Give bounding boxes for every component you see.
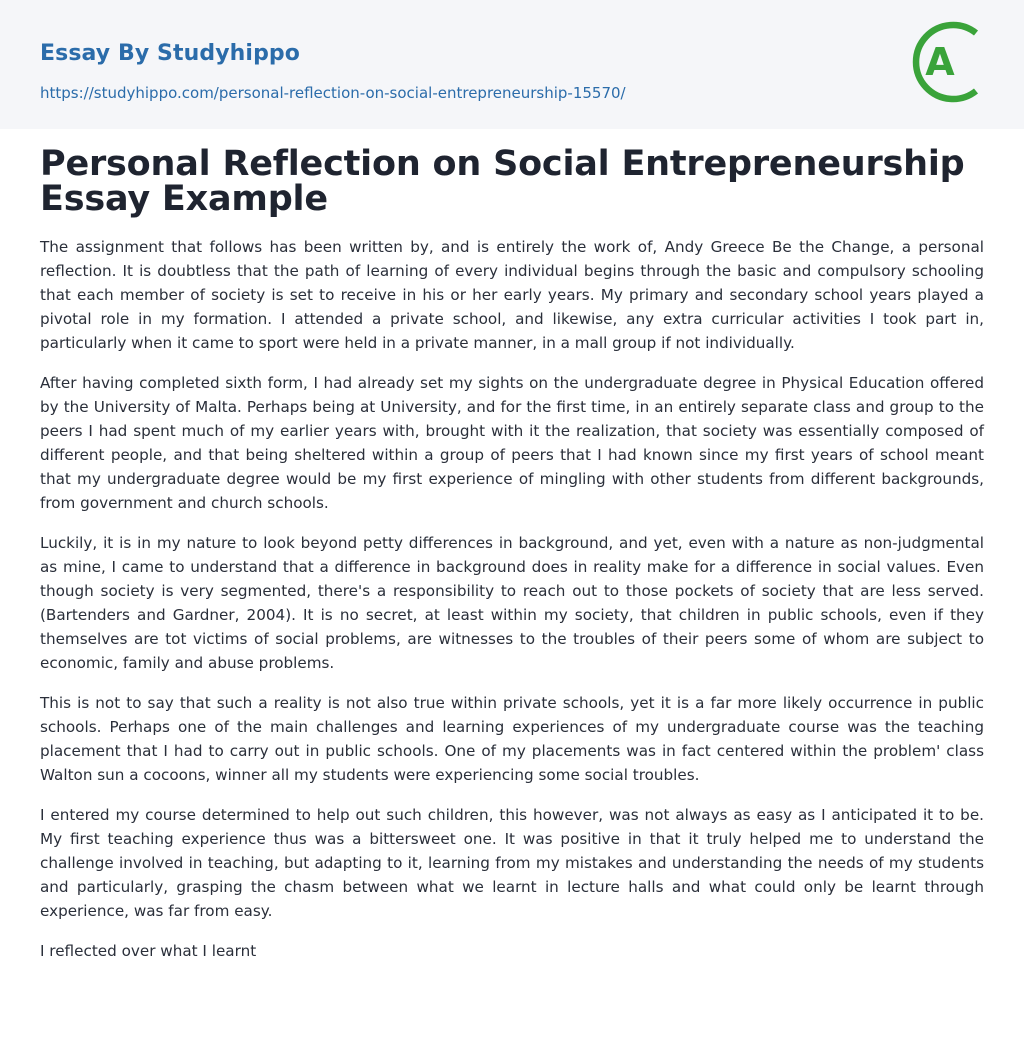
article-paragraph: I entered my course determined to help out such children, this however, was not always as easy as I anticipated it to be. My first teaching experience thus was a bittersweet one. It was positive in that it truly helped me to understand the challenge involved in teaching, but adapting to it, learning from my mistakes and understanding the needs of my students and particularly, grasping the chasm between what we learnt in lecture halls and what could only be learnt through experience, was far from easy.	[40, 806, 984, 920]
article-paragraph: Luckily, it is in my nature to look beyond petty differences in background, and yet, even with a nature as non-judgmental as mine, I came to understand that a difference in background does in reality make for a difference in social values. Even though society is very segmented, there's a responsibility to reach out to those pockets of society that are less served. (Bartenders and Gardner, 2004). It is no secret, at least within my society, that children in public schools, even if they themselves are tot victims of social problems, are witnesses to the troubles of their peers some of whom are subject to economic, family and abuse problems.	[40, 534, 984, 672]
article-paragraph: After having completed sixth form, I had already set my sights on the undergraduate degree in Physical Education offered by the University of Malta. Perhaps being at University, and for the first time, in an entirely separate class and group to the peers I had spent much of my earlier years with, brought with it the realization, that society was essentially composed of different people, and that being sheltered within a group of peers that I had known since my first years of school meant that my undergraduate degree would be my first experience of mingling with other students from different backgrounds, from government and church schools.	[40, 374, 984, 512]
article	[0, 129, 1024, 963]
article-paragraph: This is not to say that such a reality is not also true within private schools, yet it is a far more likely occurrence in public schools. Perhaps one of the main challenges and learning experiences of my undergraduate course was the teaching placement that I had to carry out in public schools. One of my placements was in fact centered within the problem' class Walton sun a cocoons, winner all my students were experiencing some social troubles.	[40, 694, 984, 784]
site-brand[interactable]: Essay By Studyhippo	[40, 41, 300, 66]
page-url-link[interactable]: https://studyhippo.com/personal-reflection-on-social-entrepreneurship-15570/	[40, 84, 626, 102]
logo-letter: A	[925, 40, 955, 84]
studyhippo-logo-icon[interactable]	[910, 18, 988, 106]
article-paragraph: I reflected over what I learnt	[40, 942, 257, 960]
site-header	[0, 0, 1024, 129]
article-title: Personal Reflection on Social Entrepreneurship Essay Example	[40, 144, 965, 219]
article-paragraph: The assignment that follows has been written by, and is entirely the work of, Andy Greece Be the Change, a personal reflection. It is doubtless that the path of learning of every individual begins through the basic and compulsory schooling that each member of society is set to receive in his or her early years. My primary and secondary school years played a pivotal role in my formation. I attended a private school, and likewise, any extra curricular activities I took part in, particularly when it came to sport were held in a private manner, in a mall group if not individually.	[40, 238, 984, 352]
